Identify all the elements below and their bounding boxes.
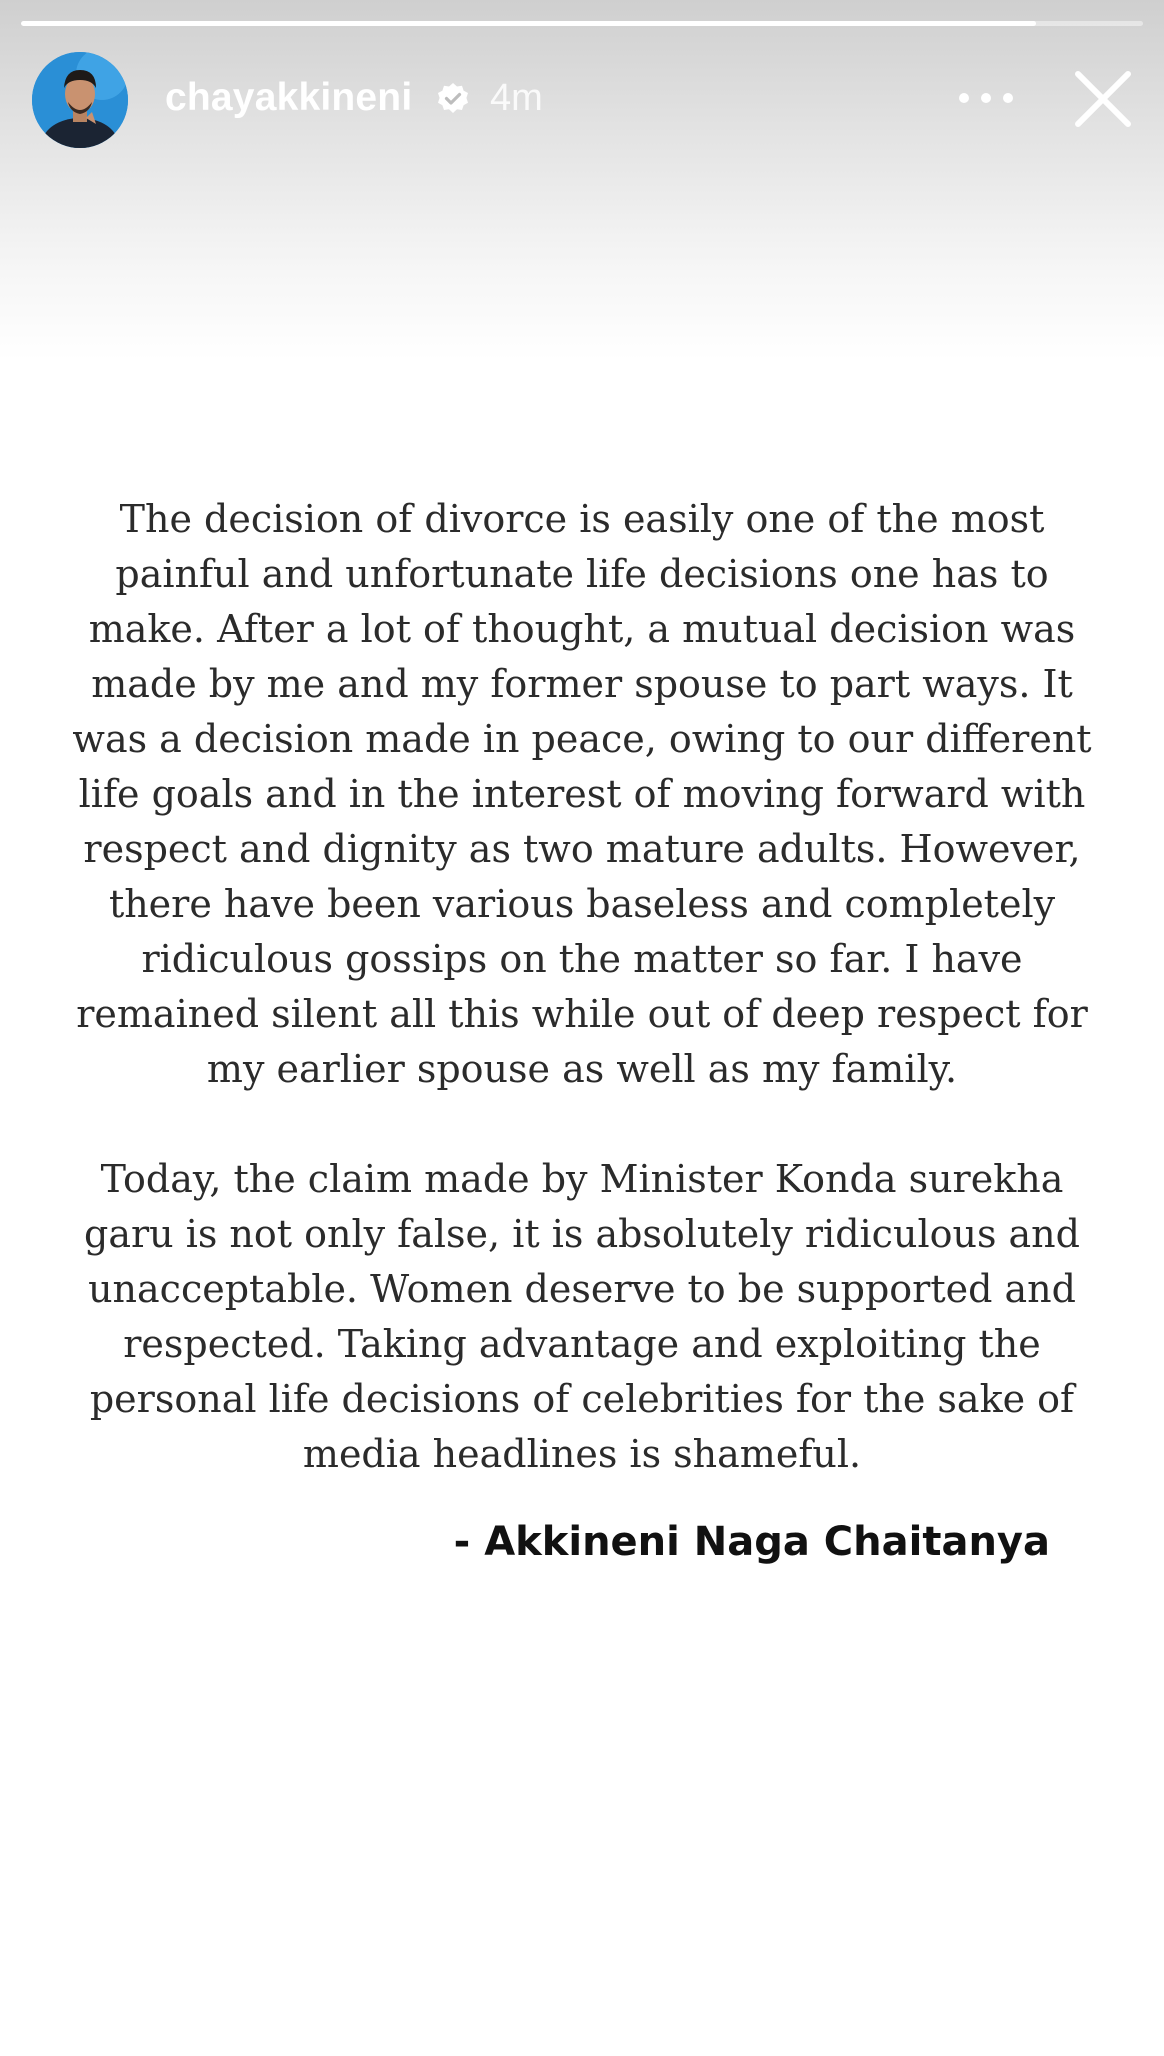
verified-badge-icon (436, 82, 470, 116)
story-progress-bar (21, 21, 1143, 26)
username[interactable]: chayakkineni (165, 76, 413, 119)
story-statement (70, 492, 1094, 1482)
story-header (0, 48, 1164, 152)
close-icon[interactable] (1072, 68, 1134, 130)
statement-signature: - Akkineni Naga Chaitanya (453, 1519, 1050, 1565)
story-progress-fill (21, 21, 1036, 26)
more-dots-icon[interactable] (954, 76, 1018, 120)
statement-paragraph-1: The decision of divorce is easily one of the most painful and unfortunate life decisions one has to make. After a lot of thought, a mutual decision was made by me and my former spouse to part ways. It was a decision made in peace, owing to our different life goals and in the interest of moving forward with respect and dignity as two mature adults. However, there have been various baseless and completely ridiculous gossips on the matter so far. I have remained silent all this while out of deep respect for my earlier spouse as well as my family. (72, 497, 1092, 1091)
avatar[interactable] (32, 52, 128, 148)
avatar-photo (32, 52, 128, 148)
post-timestamp: 4m (490, 77, 543, 119)
statement-paragraph-2: Today, the claim made by Minister Konda surekha garu is not only false, it is absolutely ridiculous and unacceptable. Women deserve to be supported and respected. Taking advantage and exploiting the personal life decisions of celebrities for the sake of media headlines is shameful. (84, 1157, 1080, 1476)
